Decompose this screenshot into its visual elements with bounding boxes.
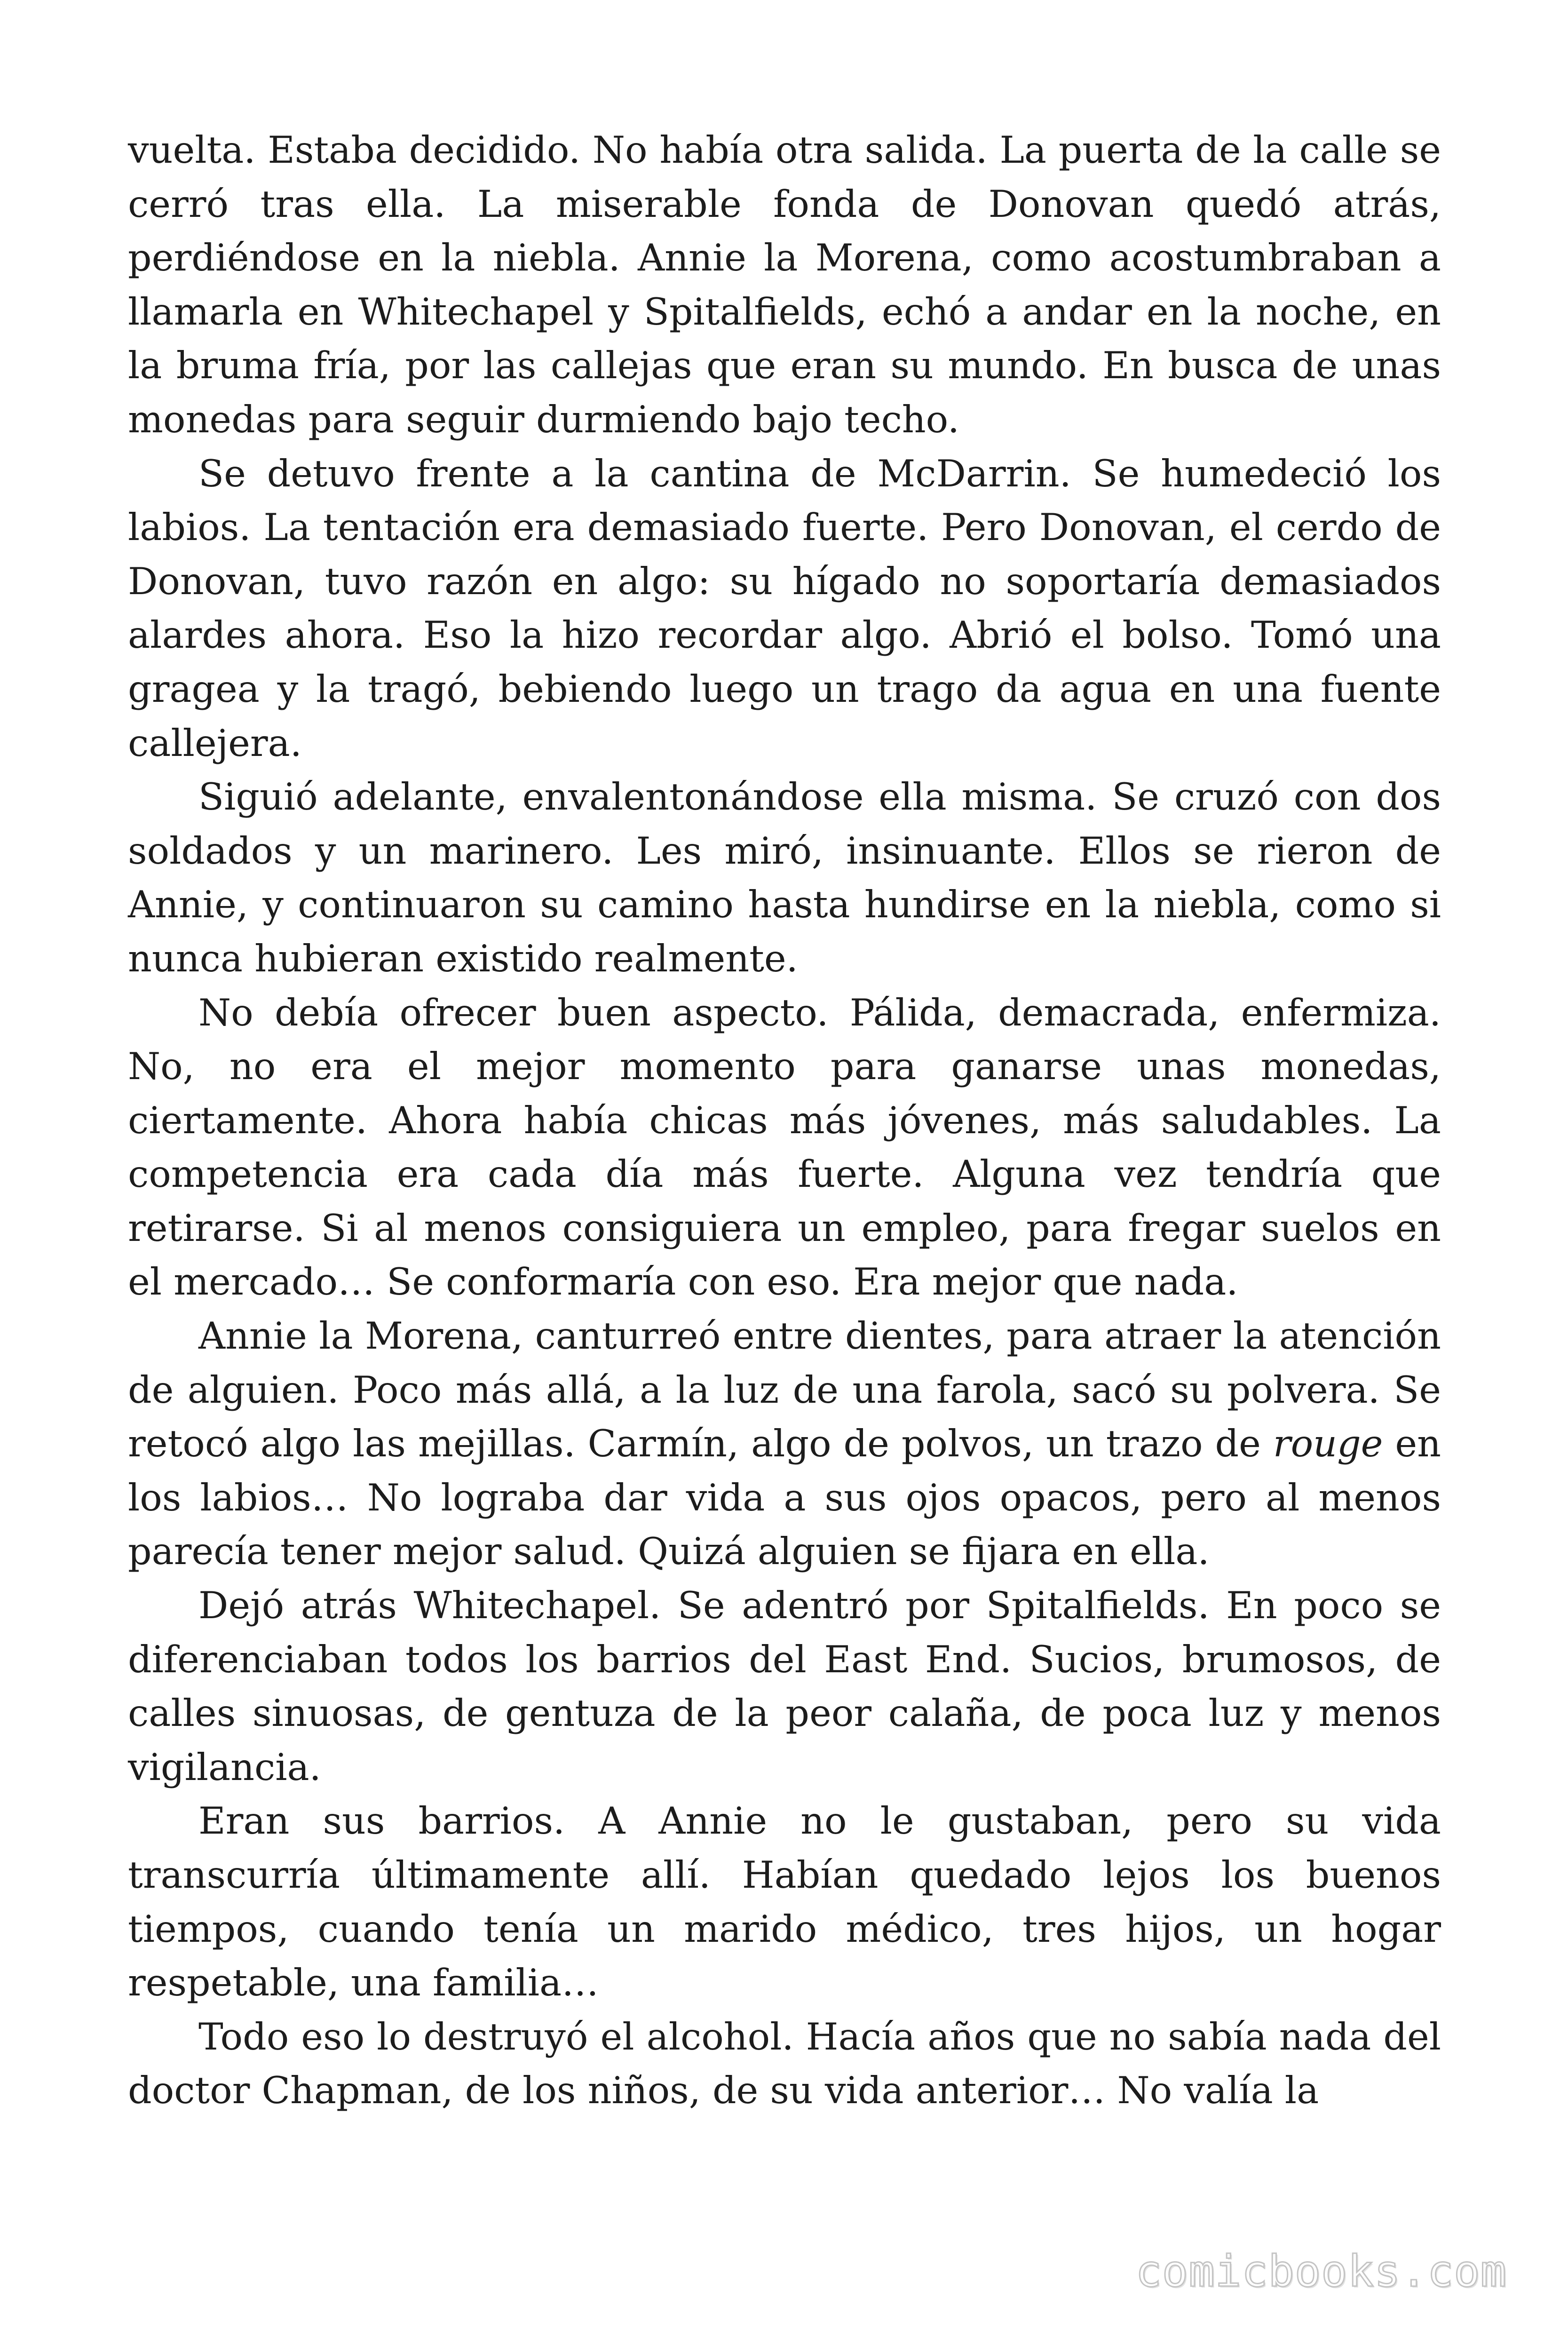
paragraph-5 xyxy=(128,1309,1441,1579)
paragraph-4 xyxy=(128,986,1441,1310)
paragraph-text: Siguió adelante, envalentonándose ella misma. Se cruzó con dos soldados y un marinero. Les miró, insinuante. Ellos se rieron de Annie, y continuaron su camino hasta hundirse en la niebla, como si nunca hubieran existido realmente. xyxy=(128,775,1441,980)
paragraph-text: Se detuvo frente a la cantina de McDarrin. Se humedeció los labios. La tentación era demasiado fuerte. Pero Donovan, el cerdo de Donovan, tuvo razón en algo: su hígado no soportaría demasiados alardes ahora. Eso la hizo recordar algo. Abrió el bolso. Tomó una gragea y la tragó, bebiendo luego un trago da agua en una fuente callejera. xyxy=(128,452,1441,765)
page-text-body xyxy=(128,123,1441,2118)
paragraph-8 xyxy=(128,2010,1441,2118)
watermark-text: comicbooks.com xyxy=(1135,2246,1507,2296)
paragraph-text: en los labios… No lograba dar vida a sus ojos opacos, pero al menos parecía tener mejor salud. Quizá alguien se fijara en ella. xyxy=(128,1422,1441,1573)
paragraph-1 xyxy=(128,123,1441,447)
paragraph-2 xyxy=(128,447,1441,771)
book-page xyxy=(128,123,1441,2118)
italic-word-rouge: rouge xyxy=(1273,1422,1383,1466)
paragraph-text: Todo eso lo destruyó el alcohol. Hacía años que no sabía nada del doctor Chapman, de los niños, de su vida anterior… No valía la xyxy=(128,2015,1441,2113)
paragraph-text: vuelta. Estaba decidido. No había otra salida. La puerta de la calle se cerró tras ella. La miserable fonda de Donovan quedó atrás, perdiéndose en la niebla. Annie la Morena, como acostumbraban a llamarla en Whitechapel y Spitalfields, echó a andar en la noche, en la bruma fría, por las callejas que eran su mundo. En busca de unas monedas para seguir durmiendo bajo techo. xyxy=(128,128,1441,441)
paragraph-text: Annie la Morena, canturreó entre dientes, para atraer la atención de alguien. Poco más allá, a la luz de una farola, sacó su polvera. Se retocó algo las mejillas. Carmín, algo de polvos, un trazo de xyxy=(128,1314,1441,1466)
paragraph-3 xyxy=(128,770,1441,985)
paragraph-7 xyxy=(128,1794,1441,2010)
paragraph-text: Eran sus barrios. A Annie no le gustaban, pero su vida transcurría últimamente allí. Habían quedado lejos los buenos tiempos, cuando tenía un marido médico, tres hijos, un hogar respetable, una familia… xyxy=(128,1799,1441,2005)
paragraph-text: Dejó atrás Whitechapel. Se adentró por Spitalfields. En poco se diferenciaban todos los barrios del East End. Sucios, brumosos, de calles sinuosas, de gentuza de la peor calaña, de poca luz y menos vigilancia. xyxy=(128,1584,1441,1789)
paragraph-text: No debía ofrecer buen aspecto. Pálida, demacrada, enfermiza. No, no era el mejor momento para ganarse unas monedas, ciertamente. Ahora había chicas más jóvenes, más saludables. La competencia era cada día más fuerte. Alguna vez tendría que retirarse. Si al menos consiguiera un empleo, para fregar suelos en el mercado… Se conformaría con eso. Era mejor que nada. xyxy=(128,991,1441,1304)
paragraph-6 xyxy=(128,1579,1441,1794)
